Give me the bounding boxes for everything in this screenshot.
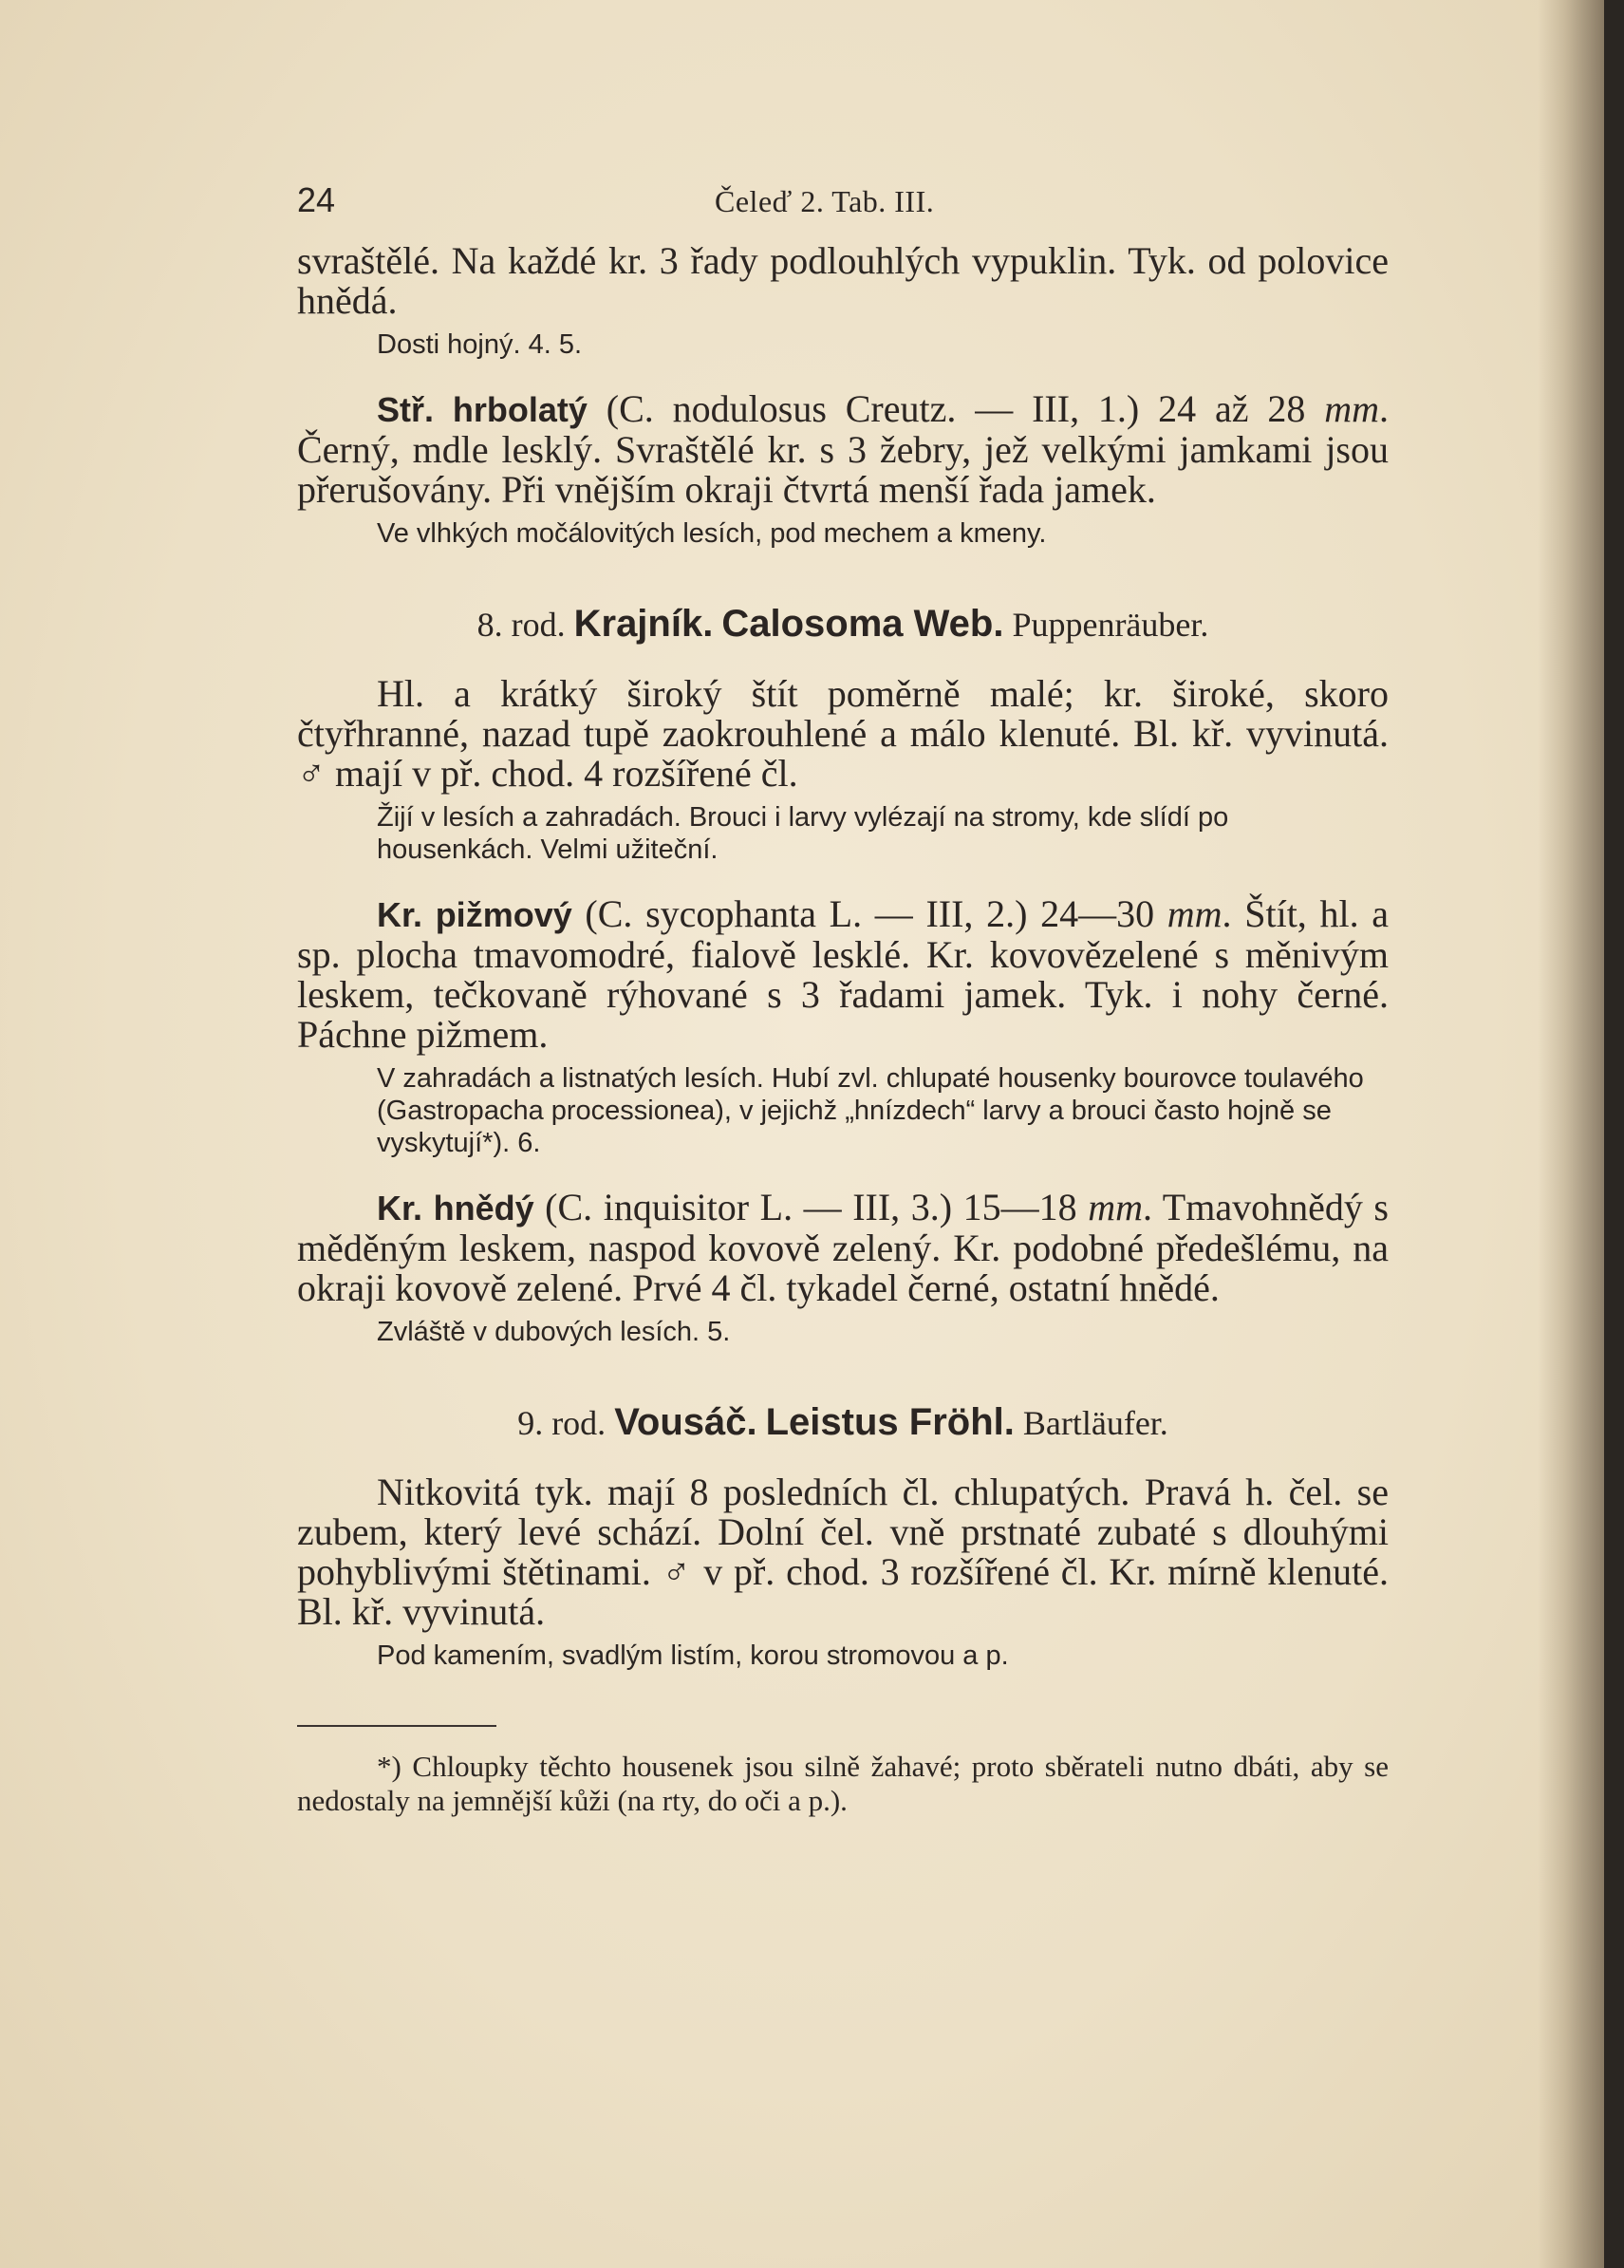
species-text: (C. inquisitor L. — III, 3.) 15—18 bbox=[533, 1186, 1089, 1228]
page-header bbox=[297, 171, 1389, 228]
species-unit: mm bbox=[1088, 1186, 1143, 1228]
intro-note: Dosti hojný. 4. 5. bbox=[377, 329, 582, 360]
footnote: *) Chloupky těchto housenek jsou silně žahavé; proto sběrateli nutno dbáti, aby se nedostaly na jemnější kůži (na rty, do oči a p.). bbox=[297, 1750, 1389, 1817]
species-name: Stř. hrbolatý bbox=[377, 390, 588, 429]
species-text: (C. sycophanta L. — III, 2.) 24—30 bbox=[571, 892, 1167, 935]
species-note: V zahradách a listnatých lesích. Hubí zvl. chlupaté housenky bourovce toulavého (Gastropacha processionea), v jejichž „hnízdech“ larvy a brouci často hojně se vyskytují*). 6. bbox=[377, 1063, 1364, 1158]
genus-note: Žijí v lesích a zahradách. Brouci i larvy vylézají na stromy, kde slídí po housenkách. Velmi užiteční. bbox=[377, 802, 1229, 865]
species-note: Ve vlhkých močálovitých lesích, pod mechem a kmeny. bbox=[377, 518, 1047, 549]
genus-prefix: 8. rod. bbox=[476, 606, 566, 644]
species-note: Zvláště v dubových lesích. 5. bbox=[377, 1317, 731, 1347]
species-text-rest: . Černý, mdle lesklý. Svraštělé kr. s 3 žebry, jež velkými jamkami jsou přerušovány. Při vnějším okraji čtvrtá menší řada jamek. bbox=[297, 387, 1390, 511]
species-unit: mm bbox=[1324, 387, 1380, 430]
species-entry-pizmovy bbox=[297, 894, 1389, 1055]
footnote-rule bbox=[297, 1725, 496, 1727]
species-entry-hrbolaty bbox=[297, 389, 1389, 510]
page-content bbox=[297, 171, 1389, 1818]
genus-german-name: Bartläufer. bbox=[1022, 1404, 1168, 1442]
genus-description: Hl. a krátký široký štít poměrně malé; kr. široké, skoro čtyřhranné, nazad tupě zaokrouhlené a málo klenuté. Bl. kř. vyvinutá. ♂ mají v př. chod. 4 rozšířené čl. bbox=[297, 672, 1389, 795]
genus-heading-9 bbox=[297, 1401, 1389, 1444]
genus-note: Pod kamením, svadlým listím, korou stromovou a p. bbox=[377, 1640, 1009, 1671]
species-unit: mm bbox=[1167, 892, 1223, 935]
genus-czech-name: Vousáč. bbox=[614, 1401, 757, 1443]
intro-text: svraštělé. Na každé kr. 3 řady podlouhlých vypuklin. Tyk. od polovice hnědá. bbox=[297, 239, 1389, 322]
species-entry-hnedy bbox=[297, 1188, 1389, 1308]
species-text: (C. nodulosus Creutz. — III, 1.) 24 až 28 bbox=[587, 387, 1325, 430]
genus-german-name: Puppenräuber. bbox=[1012, 606, 1209, 644]
genus-heading-8 bbox=[297, 603, 1389, 646]
species-text-rest: . Štít, hl. a sp. plocha tmavomodré, fialově lesklé. Kr. kovovězelené s měnivým leskem, tečkovaně rýhované s 3 řadami jamek. Tyk. i nohy černé. Páchne pižmem. bbox=[297, 892, 1390, 1056]
species-name: Kr. hnědý bbox=[377, 1189, 534, 1228]
genus-description: Nitkovitá tyk. mají 8 posledních čl. chlupatých. Pravá h. čel. se zubem, který levé schází. Dolní čel. vně prstnaté zubaté s dlouhými pohyblivými štětinami. ♂ v př. chod. 3 rozšířené čl. Kr. mírně klenuté. Bl. kř. vyvinutá. bbox=[297, 1471, 1389, 1633]
species-name: Kr. pižmový bbox=[377, 895, 572, 934]
page-spine-shadow bbox=[1538, 0, 1604, 2268]
species-text-rest: . Tmavohnědý s měděným leskem, naspod kovově zelený. Kr. podobné předešlému, na okraji kovově zelené. Prvé 4 čl. tykadel černé, ostatní hnědé. bbox=[297, 1186, 1389, 1309]
page-number: 24 bbox=[297, 180, 336, 219]
genus-latin-name: Calosoma Web. bbox=[721, 603, 1004, 645]
running-head: Čeleď 2. Tab. III. bbox=[715, 184, 935, 218]
genus-czech-name: Krajník. bbox=[573, 603, 714, 645]
genus-prefix: 9. rod. bbox=[517, 1404, 607, 1442]
genus-latin-name: Leistus Fröhl. bbox=[765, 1401, 1015, 1443]
